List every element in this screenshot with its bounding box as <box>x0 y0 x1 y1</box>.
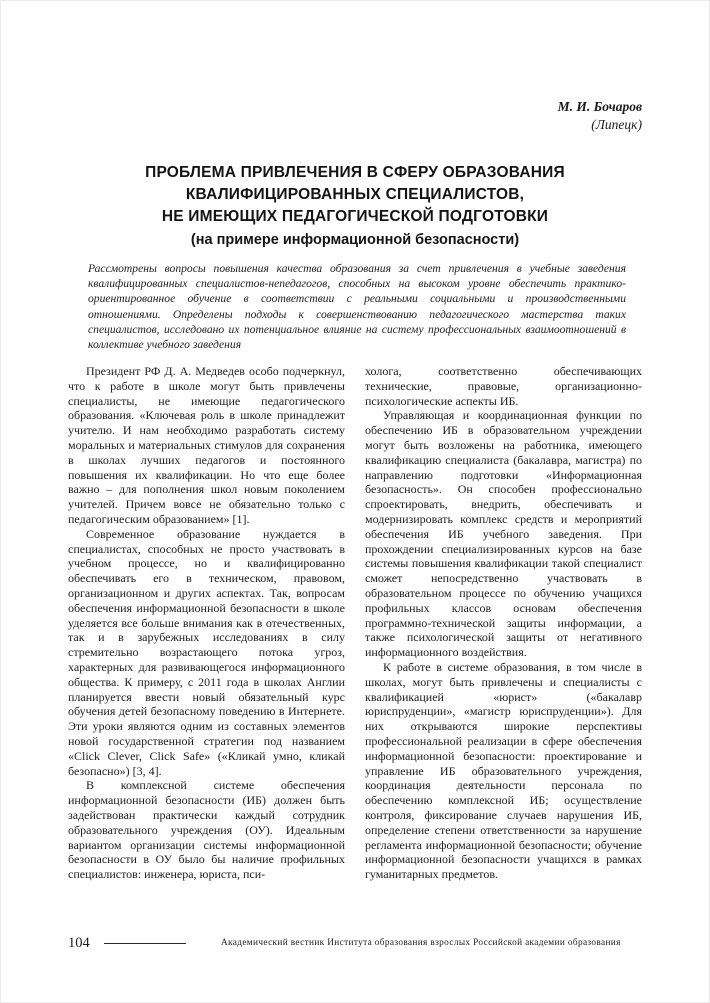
footer-divider-line <box>104 943 186 944</box>
title-line-3: НЕ ИМЕЮЩИХ ПЕДАГОГИЧЕСКОЙ ПОДГОТОВКИ <box>161 208 549 225</box>
author-block <box>558 98 642 134</box>
page-footer <box>68 933 642 953</box>
paragraph-continuation: холога, соответственно обеспечивающих технические, правовые, организационно-психологические аспекты ИБ. <box>365 364 642 408</box>
right-column <box>365 364 642 882</box>
title-line-1: ПРОБЛЕМА ПРИВЛЕЧЕНИЯ В СФЕРУ ОБРАЗОВАНИЯ <box>145 164 565 181</box>
author-location: (Липецк) <box>591 117 642 132</box>
paragraph: К работе в системе образования, в том числе в школах, могут быть привлечены и специалисты с квалификацией «юрист» («бакалавр юриспруденции», «магистр юриспруденции»). Для них открываются широкие перспективы профессиональной реализации в сфере обеспечения информационной безопасности: проектирование и управление ИБ образовательного учреждения, координация деятельности персонала по обеспечению комплексной ИБ; осуществление контроля, фиксирование случаев нарушения ИБ, определение степени ответственности за нарушение регламента информационной безопасности; обучение информационной безопасности учащихся в рамках гуманитарных предметов. <box>365 659 642 882</box>
title-line-2: КВАЛИФИЦИРОВАННЫХ СПЕЦИАЛИСТОВ, <box>185 186 525 203</box>
article-title <box>68 162 642 251</box>
page-number: 104 <box>68 935 90 951</box>
paragraph: Президент РФ Д. А. Медведев особо подчеркнул, что к работе в школе могут быть привлечены специалисты, не имеющие педагогического образования. «Ключевая роль в школе принадлежит учителю. И нам необходимо разработать систему моральных и материальных стимулов для сохранения в школах лучших педагогов и постоянного повышения их квалификации. Но что еще более важно – для пополнения школ новым поколением учителей. Причем вовсе не обязательно только с педагогическим образованием» [1]. <box>68 364 345 526</box>
title-subtitle: (на примере информационной безопасности) <box>190 232 520 248</box>
author-name: М. И. Бочаров <box>557 99 642 114</box>
body-columns <box>68 364 642 882</box>
journal-title: Академический вестник Института образования взрослых Российской академии образования <box>220 938 621 948</box>
paragraph: Управляющая и координационная функции по обеспечению ИБ в образовательном учреждении могут быть возложены на работника, имеющего квалификацию специалиста (бакалавра, магистра) по направлению подготовки «Информационная безопасность». Он способен профессионально спроектировать, внедрить, обеспечивать и модернизировать комплекс средств и мероприятий обеспечения ИБ учебного заведения. При прохождении специализированных курсов на базе системы повышения квалификации такой специалист сможет непосредственно участвовать в образовательном процессе по обучению учащихся профильных классов основам обеспечения программно-технической защиты информации, а также психологической защиты от негативного информационного воздействия. <box>365 408 642 660</box>
left-column <box>68 364 345 882</box>
abstract-text: Рассмотрены вопросы повышения качества образования за счет привлечения в учебные заведения квалифицированных специалистов-непедагогов, способных на высоком уровне обеспечить практико-ориентированное обучение в соответствии с реальными социальными и производственными отношениями. Определены подходы к совершенствованию педагогического мастерства таких специалистов, исследовано их потенциальное влияние на систему профессиональных взаимоотношений в коллективе учебного заведения <box>88 262 626 352</box>
paragraph: В комплексной системе обеспечения информационной безопасности (ИБ) должен быть задействован практически каждый сотрудник образовательного учреждения (ОУ). Идеальным вариантом организации системы информационной безопасности в ОУ было бы наличие профильных специалистов: инженера, юриста, пси- <box>68 778 345 882</box>
paragraph: Современное образование нуждается в специалистах, способных не просто участвовать в учебном процессе, но и квалифицированно обеспечивать его в техническом, правовом, организационном и других аспектах. Так, вопросам обеспечения информационной безопасности в школе уделяется все больше внимания как в отечественных, так и в зарубежных исследованиях в силу стремительно возрастающего потока угроз, характерных для развивающегося информационного общества. К примеру, с 2011 года в школах Англии планируется ввести новый обязательный курс обучения детей безопасному поведению в Интернете. Эти уроки являются одним из составных элементов новой государственной стратегии под названием «Click Clever, Click Safe» («Кликай умно, кликай безопасно») [3, 4]. <box>68 526 345 778</box>
